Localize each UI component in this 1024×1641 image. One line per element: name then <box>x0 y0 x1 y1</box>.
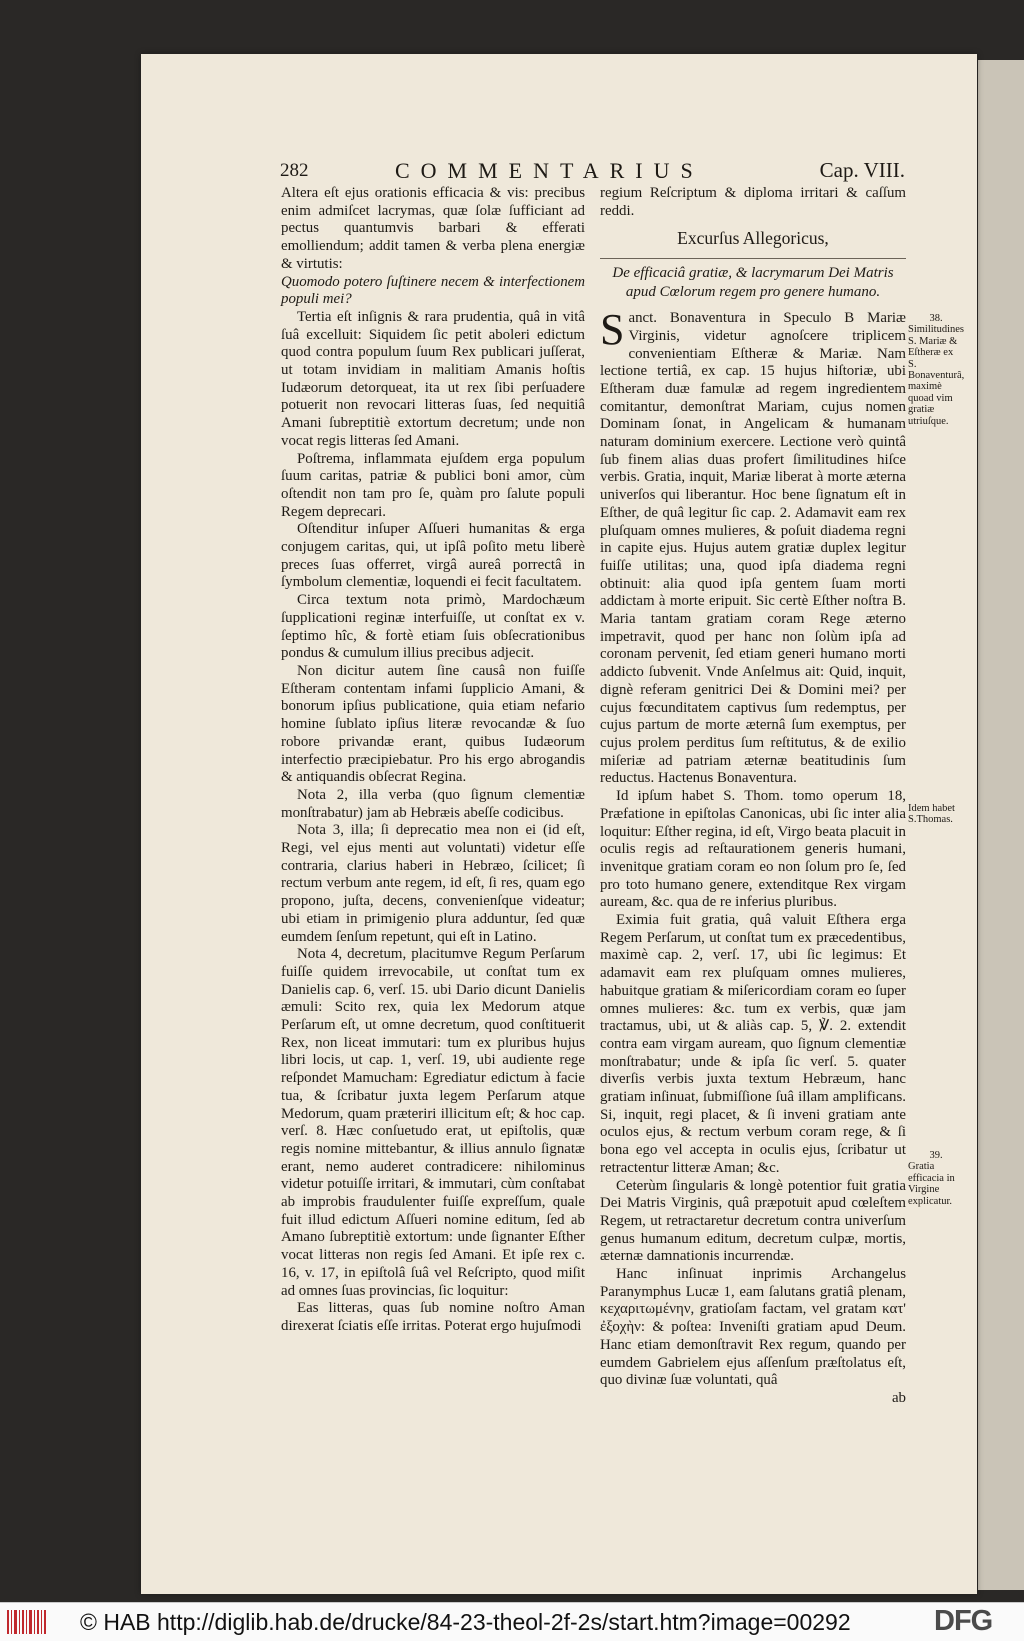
margin-note-number: 39. <box>929 1150 943 1161</box>
right-column <box>600 185 906 1408</box>
paragraph: Circa textum nota primò, Mardochæum ſupplicationi reginæ interfuiſſe, ut conſtat ex v. ſeptimo hîc, & fortè etiam ſuis obſecrationibus pondus & cumulum illius precibus adjecit. <box>281 592 585 662</box>
dfg-logo: DFG <box>934 1605 993 1637</box>
paragraph: regium Reſcriptum & diploma irritari & caſſum reddi. <box>600 185 906 219</box>
barcode-logo-icon <box>6 1607 48 1637</box>
margin-note <box>908 1150 964 1207</box>
running-title: COMMENTARIUS <box>395 158 704 183</box>
paragraph: anct. Bonaventura in Speculo B Mariæ Virginis, videtur agnoſcere triplicem convenientiam Eſtheræ & Mariæ. Nam lectione tertiâ, ex cap. 15 hujus hiſtoriæ, ubi Eſtheram duæ famulæ ad regem ingredientem comitantur, demonſtrat Mariam, cujus nomen Dominam ſonat, in Angelicam & humanam naturam dominium exercere. Lectione verò quintâ ſub finem alias duas profert ſimilitudines hiſce verbis. Gratia, inquit, Mariæ liberat à morte æterna univerſos qui liberantur. Hoc bene ſignatum eſt in Eſther, de quâ legitur ſic cap. 2. Adamavit eam rex pluſquam omnes mulieres, & poſuit diadema regni in capite ejus. Hujus autem gratiæ duplex legitur fuiſſe utilitas; una, quod ipſa diadema regni obtinuit: alia quod ipſa gentem ſuam morti addictam à morte eripuit. Sic certè Eſther noſtra B. Maria tantam gratiam coram Rege æterno impetravit, quod per hanc non ſolùm ipſa ad coronam pervenit, ſed etiam generi humano morti addicto ſubvenit. Vnde Anſelmus ait: Quid, inquit, dignè referam genitrici Dei & Domini mei? per cujus fœcunditatem captivus ſum redemptus, per cujus partum de morte æternâ ſum exemptus, per cujus prolem perditus ſum reſtitutus, & de exilio miſeriæ ad patriam æternæ beatitudinis ſum reductus. Hactenus Bonaventura. <box>600 310 906 787</box>
page-number: 282 <box>280 160 309 181</box>
quotation: Quomodo potero ſuſtinere necem & interfectionem populi mei? <box>281 273 585 308</box>
section-heading: Excurſus Allegoricus, <box>677 228 829 249</box>
paragraph: Nota 3, illa; ſi deprecatio mea non ei (id eſt, Regi, vel ejus menti aut voluntati) videtur eſſe contraria, clarius haberi in Hebræo, ſcilicet; ſi rectum verbum ante regem, id eſt, ſi res, quam ego propono, juſta, decens, convenienſque videatur; ubi etiam in primigenio plura adduntur, ſed quæ eumdem ſenſum repetunt, qui eſt in Latino. <box>281 822 585 945</box>
paragraph: Oſtenditur inſuper Aſſueri humanitas & erga conjugem caritas, qui, ut ipſâ poſito metu liberè preces ſuas offerret, virgâ aureâ porrectâ in ſymbolum clementiæ, loquendi ei fecit facultatem. <box>281 521 585 591</box>
paragraph: Eas litteras, quas ſub nomine noſtro Aman direxerat ſciatis eſſe irritas. Poterat ergo hujuſmodi <box>281 1300 585 1334</box>
margin-note-text: Idem habet S.Thomas. <box>908 803 955 826</box>
paragraph: Tertia eſt inſignis & rara prudentia, quâ in vitâ ſuâ excelluit: Siquidem ſic petit aboleri edictum quod contra populum ſuum Rex publicari juſſerat, ut totam invidiam in malitiam Amanis hoſtis Iudæorum detorqueat, ita ut rex ſibi perſuadere potuerit non revocari litteras ſuas, ſed nequitiâ Amani ſubreptitiè extortum decretum; unde non vocat regis litteras ſed Amani. <box>281 308 585 449</box>
margin-note-text: Gratia efficacia in Virgine explicatur. <box>908 1161 955 1207</box>
chapter-label: Cap. VIII. <box>819 158 905 182</box>
margin-note <box>908 313 964 427</box>
paragraph: Hanc inſinuat inprimis Archangelus Paranymphus Lucæ 1, eam ſalutans gratiâ plenam, κεχαριτωμένην, gratioſam factam, vel gratam κατ' ἐξοχὴν: & poſtea: Inveniſti gratiam apud Deum. Hanc etiam demonſtravit Rex regum, quando per eumdem Gabrielem ejus aſſenſum præſtolatus eſt, quo divinæ ſuæ voluntati, quâ <box>600 1266 906 1389</box>
section-subtitle: De efficaciâ gratiæ, & lacrymarum Dei Matris apud Cœlorum regem pro genere humano. <box>600 258 906 302</box>
catchword: ab <box>891 1390 906 1406</box>
adjacent-page-edge <box>978 60 1024 1590</box>
paragraph: Non dicitur autem ſine causâ non fuiſſe Eſtheram contentam infami ſupplicio Amani, & bonorum ipſius publicatione, quia etiam nefario homine ſublato ipſius literæ revocandæ & ſuo robore privandæ erant, quibus Iudæorum interfectio præcipiebatur. Pro his ergo abrogandis & antiquandis obſecrat Regina. <box>281 662 585 786</box>
paragraph: Ceterùm ſingularis & longè potentior fuit gratia Dei Matris Virginis, quâ præpotuit apud cœleſtem Regem, ut retractaretur decretum contra univerſum genus humanum editum, decretum culpæ, mortis, æternæ damnationis incurrendæ. <box>600 1177 906 1265</box>
paragraph: Altera eſt ejus orationis efficacia & vis: precibus enim admiſcet lacrymas, quæ ſolæ ſufficiant ad pectus quantumvis barbari & efferati emolliendum; addit tamen & verba plena energiæ & virtutis: <box>281 185 585 272</box>
paragraph: Nota 2, illa verba (quo ſignum clementiæ monſtrabatur) jam ab Hebræis abeſſe codicibus. <box>281 786 585 821</box>
paragraph: Eximia fuit gratia, quâ valuit Eſthera erga Regem Perſarum, ut conſtat tum ex præcedentibus, maximè cap. 2, verſ. 17, ubi ſic legimus: Et adamavit eam rex pluſquam omnes mulieres, habuitque gratiam & miſericordiam coram eo ſuper omnes mulieres: &c. tum ex verbis, quæ jam tractamus, ubi, ut & aliàs cap. 5, ℣. 2. extendit contra eam virgam auream, quo ſignum clementiæ monſtrabatur; unde & ipſa ſic verſ. 5. quater diverſis verbis juxta textum Hebræum, hanc gratiam inſinuat, ſubmiſſione ſuâ illam amplificans. Si, inquit, regi placet, & ſi inveni gratiam ante oculos ejus, & rectum verbum coram rege, & ſi bona ego vel accepta in oculis ejus, ſcribatur ut retractentur litteræ Aman; &c. <box>600 912 906 1176</box>
margin-note-text: Similitudines S. Mariæ & Eſtheræ ex S. Bonaventurâ, maximè quoad vim gratiæ utriuſque. <box>908 324 965 427</box>
margin-note <box>908 803 964 826</box>
left-column <box>281 185 585 1336</box>
paragraph: Nota 4, decretum, placitumve Regum Perſarum fuiſſe quidem irrevocabile, ut conſtat tum ex Danielis cap. 6, verſ. 15. ubi Dario dicunt Danielis æmuli: Scito rex, quia lex Medorum atque Perſarum eſt, ut omne decretum, quod conſtituerit Rex, non liceat immutari: tum ex pluribus hujus libri locis, ut cap. 1, verſ. 19, ubi audiente rege reſpondet Mamucham: Egrediatur edictum à facie tua, & ſcribatur juxta legem Perſarum atque Medorum, quam præteriri illicitum eſt; & hoc cap. verſ. 8. Hæc conſuetudo erat, ut epiſtolis, quæ regis nomine mittebantur, & illius annulo ſignatæ erant, nemo auderet contradicere: nihilominus videtur potuiſſe irritari, & immutari, cùm conſtabat ab improbis fraudulenter fuiſſe expreſſum, quale fuit illud edictum Aſſueri nomine editum, ſed ab Amano ſubreptitiè extortum: unde ſignanter Eſther vocat litteras non regis ſed Amani. Et ipſe rex c. 16, v. 17, in epiſtolâ ſuâ vel Reſcripto, quod miſit ad omnes ſuas provincias, ſic loquitur: <box>281 946 585 1299</box>
paragraph: Poſtrema, inflammata ejuſdem erga populum ſuum caritas, patriæ & publici boni amor, cùm oſtendit non tam pro ſe, quàm pro ſalute populi Regem deprecari. <box>281 450 585 520</box>
paragraph: Id ipſum habet S. Thom. tomo operum 18, Præfatione in epiſtolas Canonicas, ubi ſic inter alia loquitur: Eſther regina, id eſt, Virgo beata placuit in oculis regis ad reſtaurationem generis humani, invenitque gratiam coram eo non ſolum pro ſe, ſed pro toto humano genere, extenditque Rex virgam auream, &c. qua de re inferius pluribus. <box>600 788 906 911</box>
margin-note-number: 38. <box>929 313 943 324</box>
page-header <box>280 158 905 188</box>
source-link[interactable]: © HAB http://diglib.hab.de/drucke/84-23-theol-2f-2s/start.htm?image=00292 <box>80 1609 851 1635</box>
drop-cap: S <box>600 305 625 355</box>
viewer-footer <box>0 1602 1024 1641</box>
